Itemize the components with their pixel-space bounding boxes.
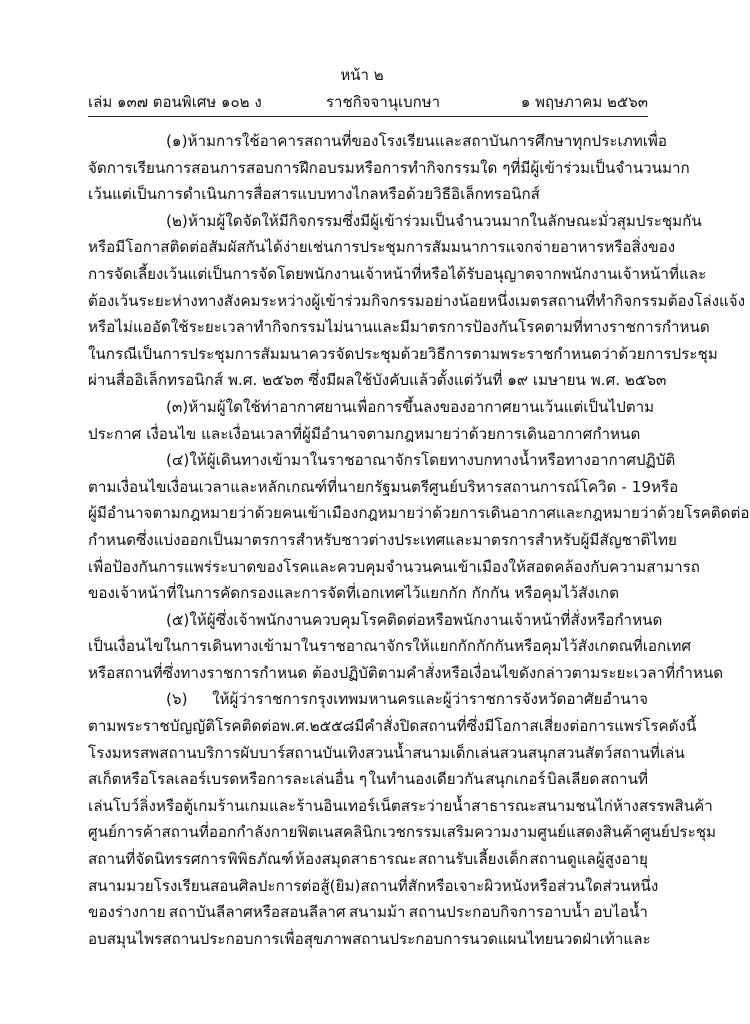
gazette-date: ๑ พฤษภาคม ๒๕๖๓ [520, 93, 648, 111]
body-word: ตามเงื่อนไข [88, 477, 167, 496]
body-word: สถานรับเลี้ยงเด็ก [417, 850, 529, 869]
body-word: สถานที่ [600, 770, 648, 789]
body-line [88, 155, 690, 182]
body-line [88, 314, 710, 341]
body-line [88, 447, 676, 474]
body-line [88, 527, 677, 554]
body-word: ในกรณีเป็นการประชุม [88, 344, 235, 363]
body-line [88, 554, 700, 581]
body-word: กักกัน [476, 637, 515, 656]
body-word: การสอบ [219, 158, 274, 177]
body-word: สถานที่จัดนิทรรศการ [88, 850, 227, 869]
body-line [88, 819, 717, 846]
body-word: การจัดเลี้ยง [88, 264, 164, 283]
body-word: ศูนย์ประชุม [640, 823, 717, 842]
body-word: การสัมมนา [234, 344, 309, 363]
body-word: ศูนย์บริหารสถานการณ์โควิด - 19 [429, 477, 651, 496]
body-word: หรือมีโอกาสติดต่อสัมผัสกันได้ง่าย [88, 238, 308, 257]
body-word: เว้นแต่เป็นการจัดโดยพนักงานเจ้าหน้าที่หรือได้รับอนุญาตจากพนักงานเจ้าหน้าที่และ [163, 264, 707, 283]
running-header [88, 93, 648, 115]
body-word: พิพิธภัณฑ์ [227, 850, 294, 869]
body-line [88, 633, 692, 660]
body-line [88, 846, 648, 873]
body-word: สถาบันลีลาศหรือสอนลีลาศ [168, 903, 346, 922]
body-word: โรงมหรสพ [88, 743, 160, 762]
body-word: สเก็ตหรือโรลเลอร์เบรดหรือการละเล่นอื่น ๆ [88, 770, 368, 789]
body-word: ให้ผู้ว่าราชการกรุงเทพมหานครและผู้ว่าราชการจังหวัดอาศัยอำนาจ [212, 690, 648, 709]
body-word: สถานที่ทำกิจกรรมต้องโล่งแจ้ง [548, 291, 746, 310]
body-word: สวนสัตว์ [556, 743, 613, 762]
body-word: สถานประกอบการเพื่อสุขภาพ [162, 929, 352, 948]
body-word: ร้านเกมและร้านอินเทอร์เน็ต [217, 796, 401, 815]
body-word: สถานประกอบกิจการอาบน้ำ [408, 903, 591, 922]
body-word: ณ [618, 637, 633, 656]
body-word: และมาตรการสำหรับผู้มีสัญชาติไทย [445, 530, 677, 549]
body-word: สนามชนไก่ [537, 796, 613, 815]
body-word: มีคำสั่งปิดสถานที่ซึ่งมีโอกาสเสี่ยงต่อการแพร่โรคดังนี้ [354, 717, 697, 736]
body-word: ปฏิบัติ [635, 451, 676, 470]
body-word: สถานที่ออกกำลังกายฟิตเนส [161, 823, 343, 842]
body-word: หรือไม่แออัด [88, 318, 171, 337]
body-word: ห้ามการใช้อาคารสถานที่ของโรงเรียนและสถาบันการศึกษาทุกประเภทเพื่อ [187, 132, 668, 150]
body-word: ห้างสรรพสินค้า [612, 796, 713, 815]
body-line [88, 926, 651, 953]
body-word: การฝึกอบรม [273, 158, 355, 177]
body-word: บิลเลียด [547, 770, 600, 789]
body-word: ควรจัดประชุมด้วยวิธีการตามพระราชกำหนดว่าด้วยการประชุม [308, 344, 718, 363]
body-word: (๔) [166, 451, 190, 470]
body-word: ประกาศ เงื่อนไข และเงื่อนเวลาที่ผู้มีอำนาจตามกฎหมายว่าด้วยการเดินอากาศกำหนด [88, 424, 641, 443]
body-line [88, 873, 659, 900]
body-word: สระว่ายน้ำสาธารณะ [400, 796, 538, 815]
body-word: เล่นโบว์ลิ่งหรือตู้เกม [88, 796, 218, 815]
body-word: จัดการเรียนการสอน [88, 158, 220, 177]
body-line [88, 288, 746, 315]
body-word: สั่งหรือกำหนด [570, 610, 663, 629]
body-word: กำหนดซึ่งแบ่งออกเป็นมาตรการสำหรับชาวต่างประเทศ [88, 530, 446, 549]
body-word: ของร่างกาย [88, 903, 166, 922]
body-word: ทางน้ำหรือทางอากาศ [492, 451, 636, 470]
body-word: สวนน้ำ [365, 743, 413, 762]
body-word: (๒) [166, 211, 188, 230]
body-word: สวนสนุก [499, 743, 557, 762]
body-word: พ.ศ. [280, 717, 310, 736]
body-word: และหลักเกณฑ์ที่นายกรัฐมนตรี [230, 477, 430, 496]
body-line [88, 128, 668, 155]
body-word: สนามม้า [348, 903, 406, 922]
body-word: เป็นเงื่อนไขในการเดินทางเข้ามาในราชอาณาจักรให้แยกกัก [88, 637, 477, 656]
body-word: สถานประกอบการนวดแผนไทย [351, 929, 554, 948]
body-word: กฎหมายว่าด้วยการเดินอากาศและกฎหมายว่าด้วยโรคติดต่อ [358, 504, 750, 523]
body-line [88, 421, 648, 448]
body-word: ตามพระราชบัญญัติโรคติดต่อ [88, 717, 281, 736]
body-line [88, 740, 685, 767]
gazette-volume: เล่ม ๑๓๗ ตอนพิเศษ ๑๐๒ ง [88, 93, 262, 111]
body-word: หรือสถานที่ซึ่งทางราชการกำหนด ต้องปฏิบัติตามคำสั่งหรือเงื่อนไขดังกล่าวตามระยะเวลาที่กำหนด [88, 663, 724, 682]
body-word: ให้ผู้ซึ่งเจ้าพนักงานควบคุมโรคติดต่อหรือพนักงานเจ้าหน้าที่ [189, 610, 571, 629]
body-word: (๕) [166, 610, 190, 629]
body-word: ใช้ระยะเวลาทำกิจกรรมไม่นาน [170, 318, 373, 337]
body-line [88, 261, 707, 288]
body-word: นวดฝ่าเท้าและ [553, 929, 651, 948]
body-word: สถานบริการ [159, 743, 241, 762]
page-number: หน้า ๒ [340, 66, 384, 84]
body-line [88, 607, 663, 634]
body-word: ๒๕๕๘ [309, 717, 355, 736]
body-word: ศูนย์การค้า [88, 823, 162, 842]
body-word: สถานที่สักหรือเจาะผิวหนังหรือส่วนใดส่วนหนึ่ง [360, 876, 659, 895]
body-word: หรือการทำกิจกรรมใด ๆ [354, 158, 511, 177]
body-word: ห้ามผู้ใดจัดให้มีกิจกรรมซึ่งมีผู้เข้าร่วมเป็นจำนวนมากในลักษณะมั่วสุมประชุมกัน [187, 211, 702, 230]
body-word: สถานบันเทิง [285, 743, 366, 762]
body-word: การแจกจ่ายอาหารหรือสิ่งของ [479, 238, 676, 257]
body-word: สถานดูแลผู้สูงอายุ [529, 850, 648, 869]
body-word: บาร์ [258, 743, 286, 762]
body-word: และควบคุมจำนวนคนเข้าเมืองให้สอดคล้องกับความสามารถ [309, 557, 700, 576]
body-word: (๑) [166, 132, 188, 150]
body-word: ผู้มีอำนาจตามกฎหมายว่าด้วยคนเข้าเมือง [88, 504, 359, 523]
body-word: การประชุม [333, 238, 406, 257]
body-word: สนามเด็กเล่น [412, 743, 500, 762]
body-word: อบไอน้ำ [593, 903, 648, 922]
body-line [88, 474, 679, 501]
body-line [88, 234, 676, 261]
gazette-title: ราชกิจจานุเบกษา [326, 93, 441, 111]
body-line [88, 208, 702, 235]
body-line [88, 766, 648, 793]
body-line [88, 394, 655, 421]
body-word: เช่น [307, 238, 334, 257]
body-word: (ยิม) [329, 876, 361, 895]
body-word: คลินิกเวชกรรมเสริมความงาม [342, 823, 538, 842]
body-line [88, 660, 724, 687]
document-body [88, 128, 750, 952]
body-word: ผับ [240, 743, 259, 762]
body-word: ห้ามผู้ใดใช้ท่าอากาศยานเพื่อการขึ้นลงของอากาศยานเว้นแต่เป็นไปตาม [188, 397, 655, 416]
body-line [88, 713, 697, 740]
body-word: สนุกเกอร์ [485, 770, 546, 789]
body-word: (๓) [166, 397, 189, 416]
body-word: โรงเรียนสอนศิลปะการต่อสู้ [153, 876, 330, 895]
body-line [88, 686, 648, 713]
body-word: สนามมวย [88, 876, 154, 895]
body-line [88, 899, 648, 926]
body-word: ให้ผู้เดินทางเข้ามาในราชอาณาจักรโดยทางบก [189, 451, 493, 470]
header-rule [88, 116, 648, 117]
body-word: ต้องเว้นระยะห่างทางสังคมระหว่างผู้เข้าร่วมกิจกรรมอย่างน้อยหนึ่งเมตร [88, 291, 549, 310]
body-word: และมีมาตรการป้องกันโรคตามที่ทางราชการกำหนด [372, 318, 710, 337]
body-word: ผ่านสื่ออิเล็กทรอนิกส์ พ.ศ. ๒๕๖๓ ซึ่งมีผลใช้บังคับแล้วตั้งแต่วันที่ ๑๙ เมษายน พ.ศ. ๒๕๖๓ [88, 371, 667, 390]
body-word: เพื่อป้องกันการแพร่ระบาดของโรค [88, 557, 310, 576]
body-word: อบสมุนไพร [88, 929, 163, 948]
body-line [88, 181, 648, 208]
body-word: ของเจ้าหน้าที่ในการคัดกรองและการจัดที่เอกเทศไว้แยกกัก กักกัน หรือคุมไว้สังเกต [88, 584, 619, 603]
body-line [88, 500, 750, 527]
body-word: การสัมมนา [405, 238, 480, 257]
body-word: สถานที่เล่น [612, 743, 685, 762]
body-word: ห้องสมุดสาธารณะ [294, 850, 417, 869]
body-word: ที่เอกเทศ [632, 637, 692, 656]
body-word: ศูนย์แสดงสินค้า [537, 823, 641, 842]
body-word: ที่มีผู้เข้าร่วมเป็นจำนวนมาก [510, 158, 690, 177]
body-line [88, 367, 667, 394]
body-word: หรือคุมไว้สังเกต [514, 637, 619, 656]
body-word: (๖) [166, 690, 188, 709]
body-word: หรือ [650, 477, 679, 496]
body-word: เว้นแต่เป็นการดำเนินการสื่อสารแบบทางไกลหรือด้วยวิธีอิเล็กทรอนิกส์ [88, 185, 540, 204]
body-line [88, 793, 713, 820]
body-word: เงื่อนเวลา [166, 477, 231, 496]
body-word: ในทำนองเดียวกัน [368, 770, 484, 789]
body-line [88, 341, 718, 368]
body-line [88, 580, 648, 607]
